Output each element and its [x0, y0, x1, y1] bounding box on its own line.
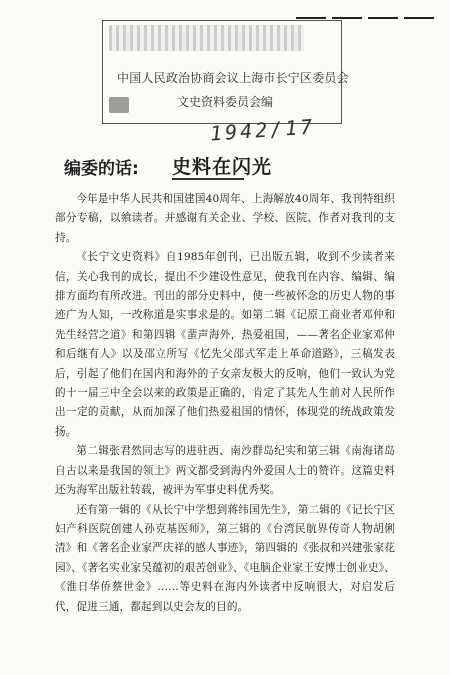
organization-stamp [102, 20, 349, 124]
paragraph-3: 第二辑张君然同志写的进驻西、南沙群岛纪实和第三辑《南海诸岛自古以来是我国的领土》两文都受到海内外爱国人士的赞许。这篇史料还为海军出版社转载，被评为军事史料优秀奖。 [55, 445, 395, 497]
top-decorative-rules [290, 4, 440, 6]
handwritten-mark: 1942/17 [209, 114, 317, 146]
paragraph-2: 《长宁文史资料》自1985年创刊，已出版五辑，收到不少读者来信，关心我刊的成长，提出不少建设性意见，使我刊在内容、编辑、编排方面均有所改进。刊出的部分史料中，使一些被怀念的历史人物的事迹广为人知，一改称道是实事求是的。如第二辑《记原工商业者邓仲和先生经营之道》和第四辑《蜚声海外，热爱祖国，——著名企业家邓仲和后继有人》以及邵立所写《忆先父邵式军走上革命道路》，三稿发表后，引起了他们在国内和海外的子女亲友极大的反响，他们一致认为党的十一届三中全会以来的政策是正确的，肯定了其先人生前对人民所作出一定的贡献，从而加深了他们热爱祖国的情怀，体现党的统战政策发扬。 [55, 251, 395, 438]
body-text [55, 190, 395, 617]
stamp-smudge-corner [109, 97, 129, 113]
paragraph-1: 今年是中华人民共和国建国40周年、上海解放40周年、我刊特组织部分专稿，以飨读者。并感谢有关企业、学校、医院、作者对我刊的支持。 [55, 193, 395, 244]
heading-title: 史料在闪光 [172, 156, 273, 178]
stamp-org-line2: 文史资料委员会编 [177, 95, 274, 109]
stamp-smudge [109, 25, 304, 51]
heading-underline [172, 178, 244, 180]
paragraph-4: 还有第一辑的《从长宁中学想到蒋纬国先生》，第二辑的《记长宁区妇产科医院创建人孙克基医师》，第三辑的《台湾民航界传奇人物胡俐清》和《著名企业家严庆祥的感人事迹》，第四辑的《张叔和兴建张家花园》、《著名实业家吴蕴初的艰苦创业》、《电脑企业家王安博士创业史》、《淮日华侨蔡世金》……等史料在海内外读者中反响很大，对启发后代，促进三通，都起到以史会友的目的。 [55, 503, 395, 613]
stamp-org-line1: 中国人民政治协商会议上海市长宁区委员会 [117, 71, 349, 85]
heading-label: 编委的话: [64, 159, 139, 179]
